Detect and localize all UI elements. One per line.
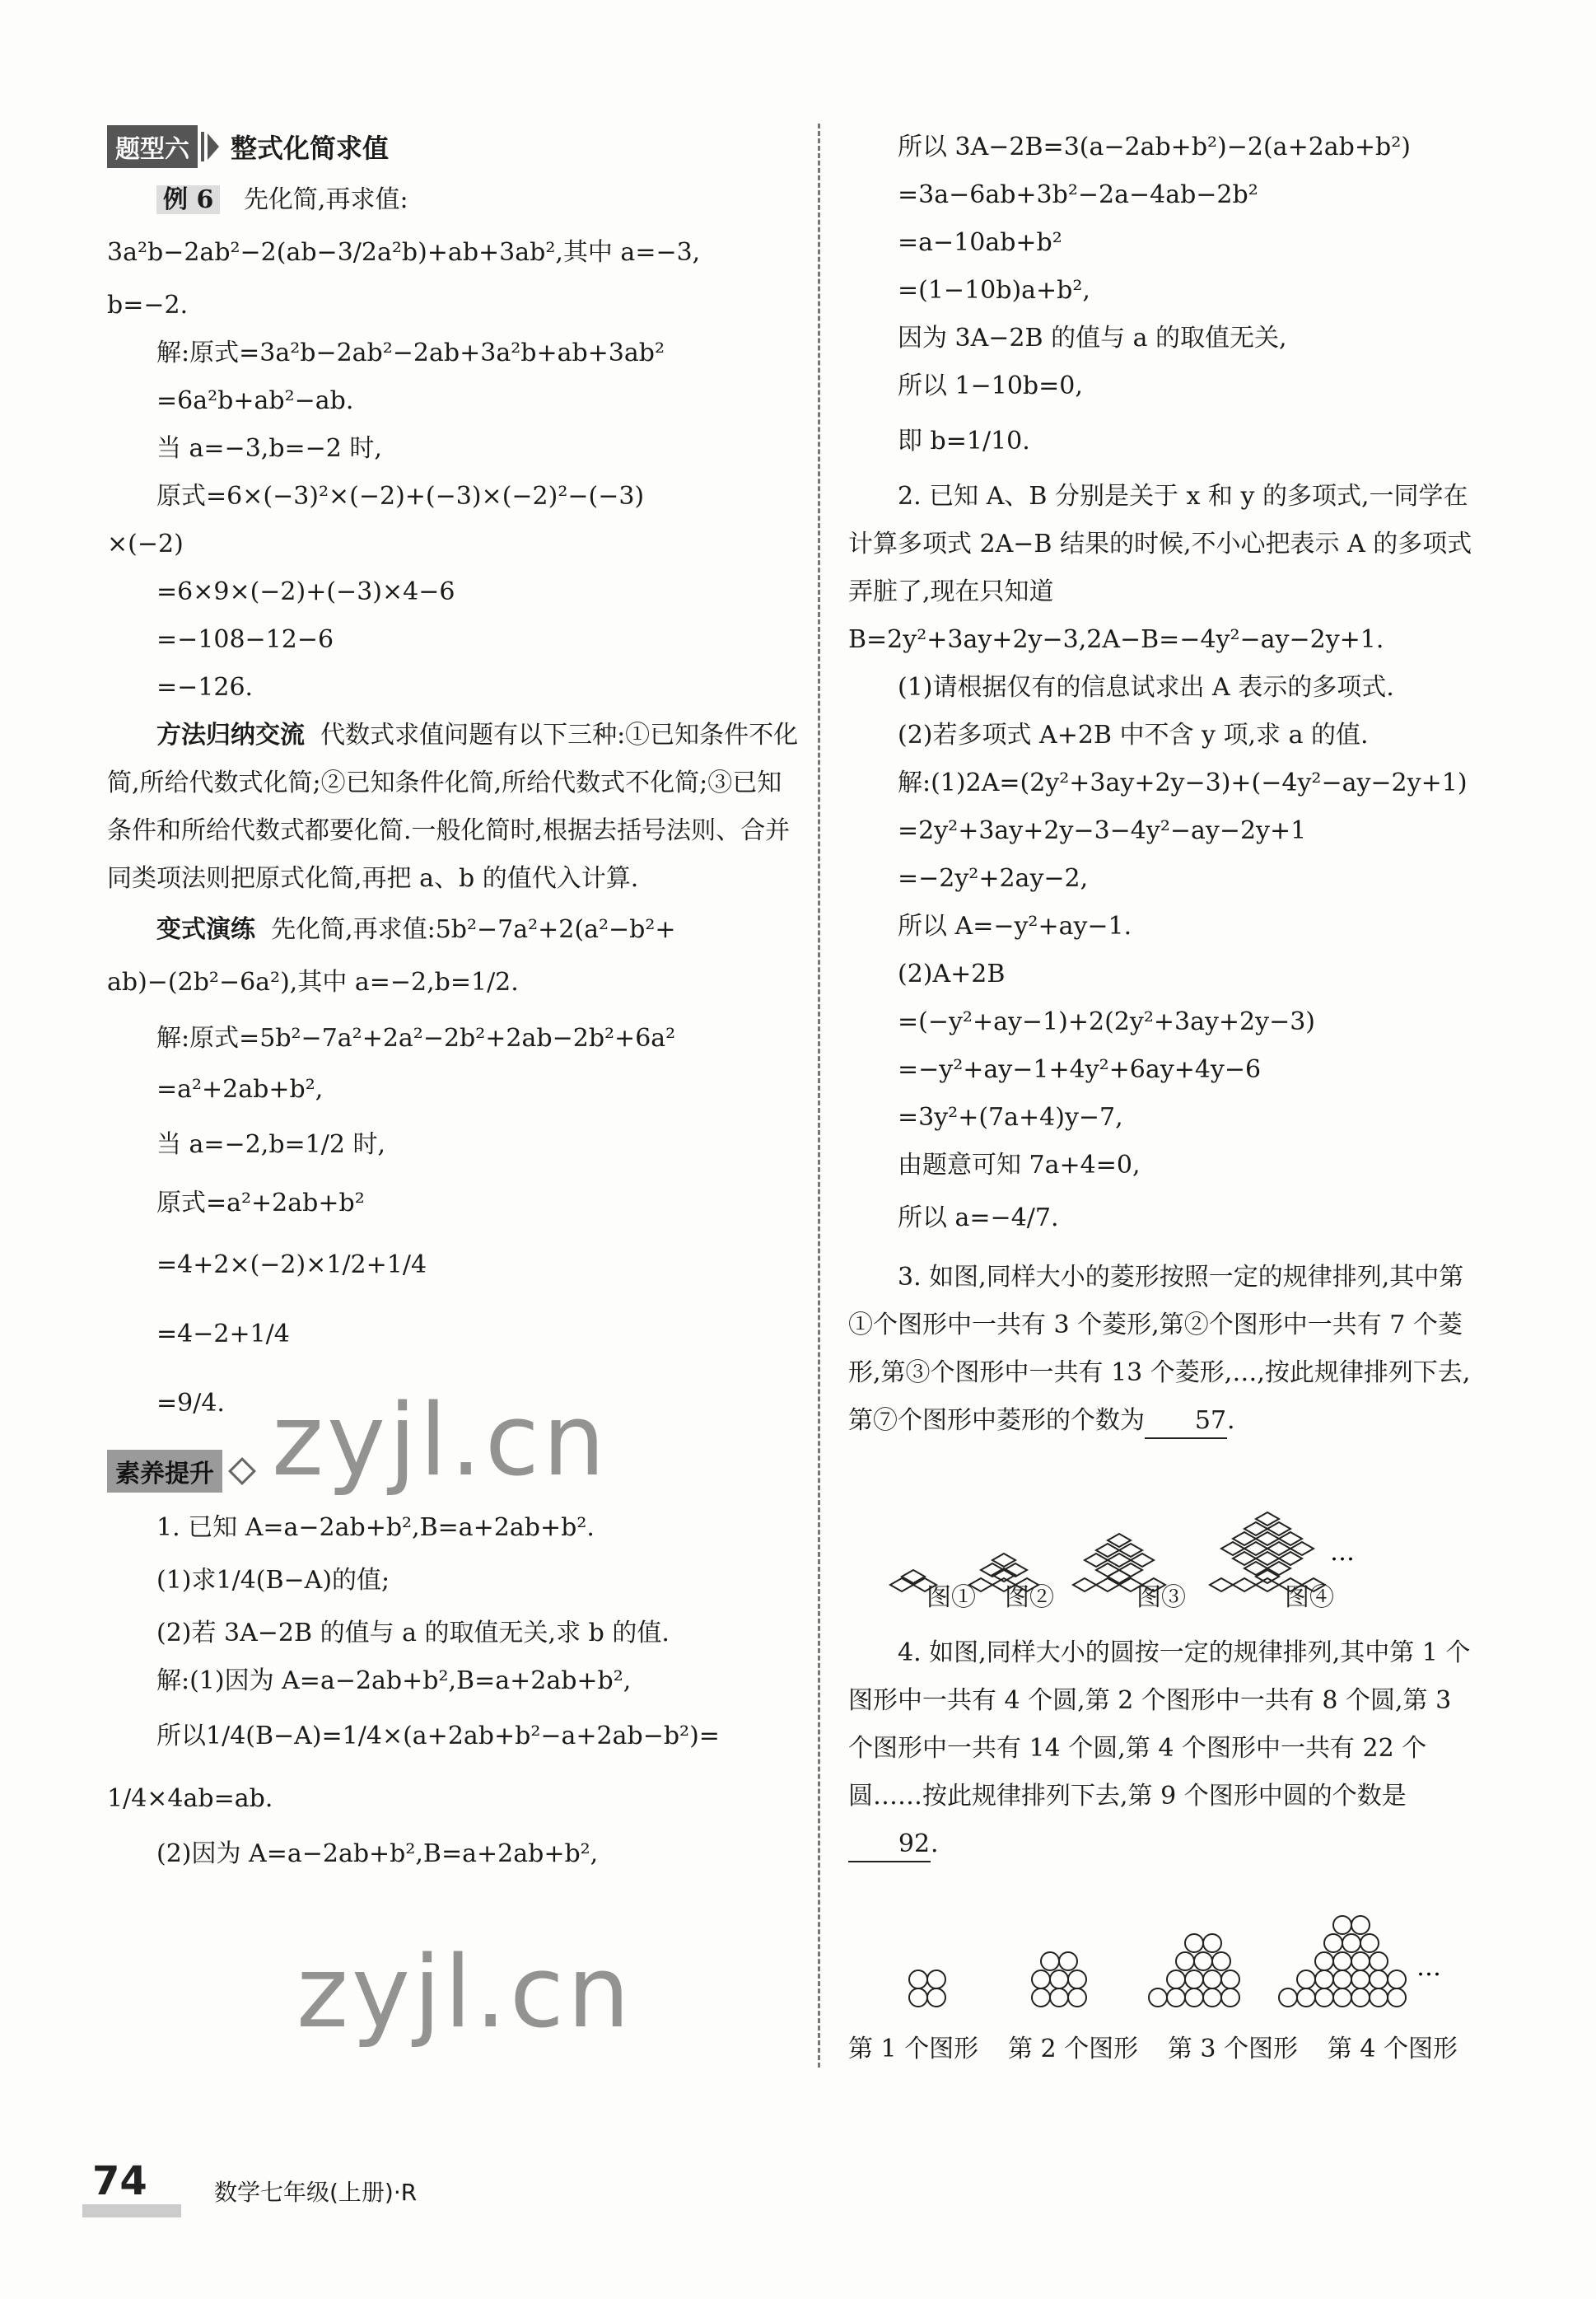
q2-solution-line: =2y²+3ay+2y−3−4y²−ay−2y+1 [898,816,1307,845]
variant-solution-line: 解:原式=5b²−7a²+2a²−2b²+2ab−2b²+6a² [156,1024,676,1053]
example-solution-line: ×(−2) [107,530,184,558]
method-text: 代数式求值问题有以下三种:①已知条件不化简,所给代数式化简;②已知条件化简,所给代数式不化简;③已知条件和所给代数式都要化简.一般化简时,根据去括号法则、合并同类项法则把原式化简,再把 a、b 的值代入计算. [107,721,799,893]
q4-caption: 第 2 个图形 [1007,2035,1139,2063]
q1-solution-right-line: 所以 1−10b=0, [898,371,1083,400]
example-6-heading [107,176,803,224]
example-solution-line: =−108−12−6 [156,625,334,654]
example-solution-line: 解:原式=3a²b−2ab²−2ab+3a²b+ab+3ab² [156,339,665,367]
q3-caption: 图① [926,1583,976,1612]
q2-solution-line: 所以 A=−y²+ay−1. [898,912,1132,941]
example-solution-line: 当 a=−3,b=−2 时, [156,434,382,463]
variant-text-2: ab)−(2b²−6a²),其中 a=−2,b=1/2. [107,968,519,997]
book-title: 数学七年级(上册)·R [214,2179,418,2206]
example-expression-2: b=−2. [107,291,189,320]
q3-ellipsis: … [1330,1538,1355,1567]
watermark: zyjl.cn [272,1384,609,1498]
column-divider [818,124,820,2068]
q3-caption: 图② [1005,1583,1054,1612]
q2-solution-line: 由题意可知 7a+4=0, [898,1151,1141,1180]
q4-answer: 92 [848,1828,931,1862]
q2-solution-line: =(−y²+ay−1)+2(2y²+3ay+2y−3) [898,1007,1315,1036]
q1-solution-right-line: =3a−6ab+3b²−2a−4ab−2b² [898,180,1258,209]
circle-pattern-figure [848,1901,1474,2016]
q4-caption: 第 1 个图形 [848,2035,979,2063]
page-number: 74 [92,2158,147,2204]
variant-solution-line: 当 a=−2,b=1/2 时, [156,1130,386,1159]
q1-solution-right-line: 因为 3A−2B 的值与 a 的取值无关, [898,324,1287,353]
q1-solution-line: (2)因为 A=a−2ab+b²,B=a+2ab+b², [156,1839,599,1868]
variant-solution-line: =9/4. [156,1389,225,1418]
q2-part-2: (2)若多项式 A+2B 中不含 y 项,求 a 的值. [898,721,1369,750]
variant-heading [107,906,803,954]
q1-solution-right-line: =a−10ab+b² [898,228,1062,257]
q1-part-2: (2)若 3A−2B 的值与 a 的取值无关,求 b 的值. [156,1619,670,1647]
example-prompt: 先化简,再求值: [243,185,408,214]
q2-solution-line: 解:(1)2A=(2y²+3ay+2y−3)+(−4y²−ay−2y+1) [898,769,1468,797]
left-column [107,124,803,1878]
q1-solution-line: 解:(1)因为 A=a−2ab+b²,B=a+2ab+b², [156,1666,632,1695]
q1-solution-right-line: 即 b=1/10. [898,427,1030,456]
q2-solution-line: 所以 a=−4/7. [898,1203,1059,1232]
variant-solution-line: =a²+2ab+b², [156,1075,324,1104]
header-tag: 题型六 [107,125,198,168]
variant-label: 变式演练 [156,915,255,944]
q4-ellipsis: … [1416,1953,1441,1982]
diamond-icon [228,1457,256,1485]
method-summary [107,712,803,903]
q1-solution-line: 1/4×4ab=ab. [107,1784,273,1813]
q2-solution-line: =3y²+(7a+4)y−7, [898,1103,1123,1132]
example-expression: 3a²b−2ab²−2(ab−3/2a²b)+ab+3ab²,其中 a=−3, [107,238,701,267]
q2-solution-line: (2)A+2B [898,960,1006,988]
variant-solution-line: 原式=a²+2ab+b² [156,1189,365,1217]
q1-solution-line: 所以1/4(B−A)=1/4×(a+2ab+b²−a+2ab−b²)= [156,1722,720,1750]
q2-stem: 2. 已知 A、B 分别是关于 x 和 y 的多项式,一同学在计算多项式 2A−B 结果的时候,不小心把表示 A 的多项式弄脏了,现在只知道 B=2y²+3ay+2y−3,2A−B=−4y²−ay−2y+1. [848,482,1472,654]
example-solution-line: =−126. [156,673,254,702]
page-number-bar [82,2204,181,2217]
example-solution-line: =6×9×(−2)+(−3)×4−6 [156,577,455,606]
q1-solution-right-line: 所以 3A−2B=3(a−2ab+b²)−2(a+2ab+b²) [898,133,1411,161]
q4-stem: 4. 如图,同样大小的圆按一定的规律排列,其中第 1 个图形中一共有 4 个圆,第 2 个图形中一共有 8 个圆,第 3 个图形中一共有 14 个圆,第 4 个图形中一共有 22 个圆……按此规律排列下去,第 9 个图形中圆的个数是92. [848,1629,1482,1868]
q4-caption: 第 3 个图形 [1167,2035,1299,2063]
header-bar-icon [201,132,204,161]
q3-stem-text: 3. 如图,同样大小的菱形按照一定的规律排列,其中第①个图形中一共有 3 个菱形,第②个图形中一共有 7 个菱形,第③个图形中一共有 13 个菱形,…,按此规律排列下去,第⑦个图形中菱形的个数为 [848,1263,1471,1435]
variant-solution-line: =4+2×(−2)×1/2+1/4 [156,1250,427,1279]
method-label: 方法归纳交流 [156,721,305,750]
q4-captions [848,2028,1458,2064]
q2-solution-line: =−2y²+2ay−2, [898,864,1089,893]
q3-caption: 图④ [1285,1583,1334,1612]
q1-part-1: (1)求1/4(B−A)的值; [156,1566,390,1595]
section-header [107,124,803,170]
q4-caption: 第 4 个图形 [1327,2035,1458,2063]
q4-stem-text: 4. 如图,同样大小的圆按一定的规律排列,其中第 1 个图形中一共有 4 个圆,第 2 个图形中一共有 8 个圆,第 3 个图形中一共有 14 个圆,第 4 个图形中一共有 22 个圆……按此规律排列下去,第 9 个图形中圆的个数是 [848,1638,1471,1811]
watermark: zyjl.cn [296,1936,633,2050]
header-title: 整式化简求值 [231,133,390,164]
variant-solution-line: =4−2+1/4 [156,1320,290,1348]
example-solution-line: 原式=6×(−3)²×(−2)+(−3)×(−2)²−(−3) [156,482,645,511]
q2-solution-line: =−y²+ay−1+4y²+6ay+4y−6 [898,1055,1262,1084]
q2-part-1: (1)请根据仅有的信息试求出 A 表示的多项式. [898,673,1394,702]
example-label: 例 6 [156,185,220,214]
q3-stem: 3. 如图,同样大小的菱形按照一定的规律排列,其中第①个图形中一共有 3 个菱形,第②个图形中一共有 7 个菱形,第③个图形中一共有 13 个菱形,…,按此规律排列下去,第⑦个图形中菱形的个数为 57. [848,1254,1482,1445]
variant-text: 先化简,再求值:5b²−7a²+2(a²−b²+ [271,915,676,944]
right-column [848,124,1482,2064]
q4-figures [848,1901,1482,2020]
example-solution-line: =6a²b+ab²−ab. [156,386,354,415]
q1-stem: 1. 已知 A=a−2ab+b²,B=a+2ab+b². [156,1513,595,1542]
section-tag: 素养提升 [107,1450,222,1493]
header-arrow-icon [208,133,219,160]
q3-answer: 57 [1145,1404,1227,1439]
q1-solution-right-line: =(1−10b)a+b², [898,276,1090,305]
q3-caption: 图③ [1136,1583,1186,1612]
